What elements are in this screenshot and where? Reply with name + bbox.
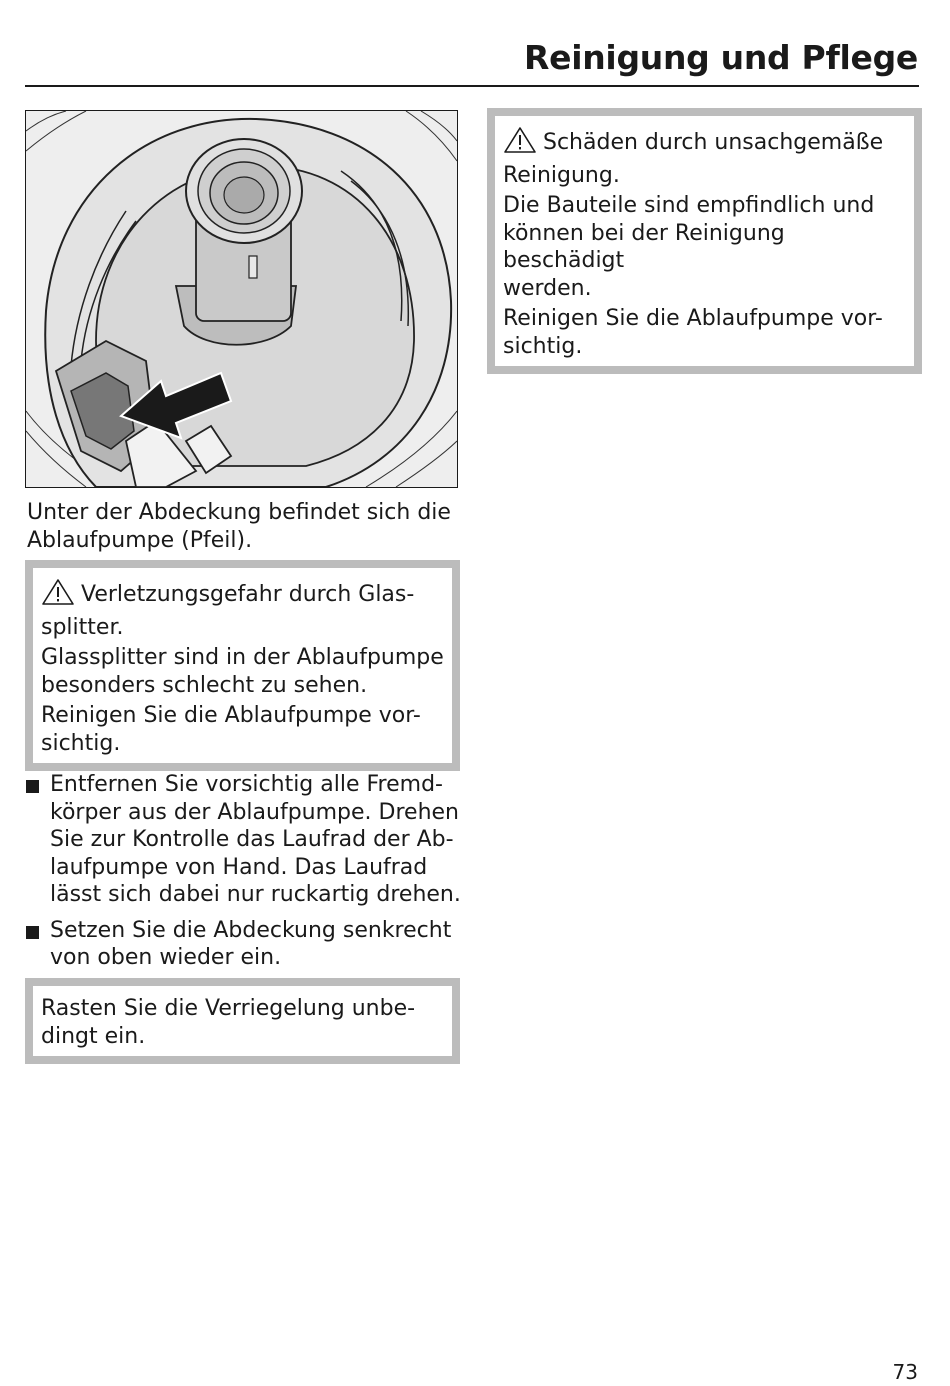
bullet-square-icon [26,926,39,939]
warning-triangle-icon [503,126,537,162]
step-line: lässt sich dabei nur ruckartig drehen. [50,882,461,907]
step-line: von oben wieder ein. [50,945,282,970]
warning-body-line: können bei der Reinigung beschädigt [503,220,785,273]
step-line: laufpumpe von Hand. Das Laufrad [50,854,428,880]
note-line: dingt ein. [41,1023,146,1049]
caption-line: Ablaufpumpe (Pfeil). [27,527,253,553]
page-title: Reinigung und Pflege [524,38,918,77]
step-line: Sie zur Kontrolle das Laufrad der Ab- [50,827,454,852]
warning-body [41,644,444,699]
warning-title-line: Verletzungsgefahr durch Glas- [81,582,415,607]
step-item [25,771,465,909]
step-line: Entfernen Sie vorsichtig alle Fremd- [50,772,443,797]
illustration-caption [27,499,457,554]
note-text [41,995,444,1050]
warning-body-line: Reinigen Sie die Ablaufpumpe vor- [503,306,883,331]
step-item [25,917,465,972]
warning-body [503,305,906,360]
note-line: Rasten Sie die Verriegelung unbe- [41,996,416,1021]
warning-body-line: werden. [503,275,592,301]
warning-triangle-icon [41,578,75,614]
step-list [25,771,465,980]
header-rule [25,85,919,87]
warning-body [41,702,444,757]
warning-body-line: besonders schlecht zu sehen. [41,672,368,698]
page-number: 73 [892,1360,918,1384]
warning-body-line: sichtig. [41,730,121,756]
warning-body [503,192,906,302]
warning-title [41,578,444,641]
step-line: körper aus der Ablaufpumpe. Drehen [50,799,459,825]
warning-box-damage [487,108,922,374]
warning-title-line: Reinigung. [503,162,620,188]
warning-body-line: Reinigen Sie die Ablaufpumpe vor- [41,703,421,728]
warning-title-line: Schäden durch unsachgemäße [543,130,884,155]
warning-body-line: Die Bauteile sind empfindlich und [503,193,875,218]
step-line: Setzen Sie die Abdeckung senkrecht [50,917,452,943]
warning-body-line: sichtig. [503,333,583,359]
note-box [25,978,460,1064]
bullet-square-icon [26,780,39,793]
warning-title [503,126,906,189]
drain-pump-illustration [25,110,458,488]
warning-title-line: splitter. [41,614,124,640]
warning-body-line: Glassplitter sind in der Ablaufpumpe [41,645,444,670]
warning-box-glass [25,560,460,771]
caption-line: Unter der Abdeckung befindet sich die [27,500,451,525]
